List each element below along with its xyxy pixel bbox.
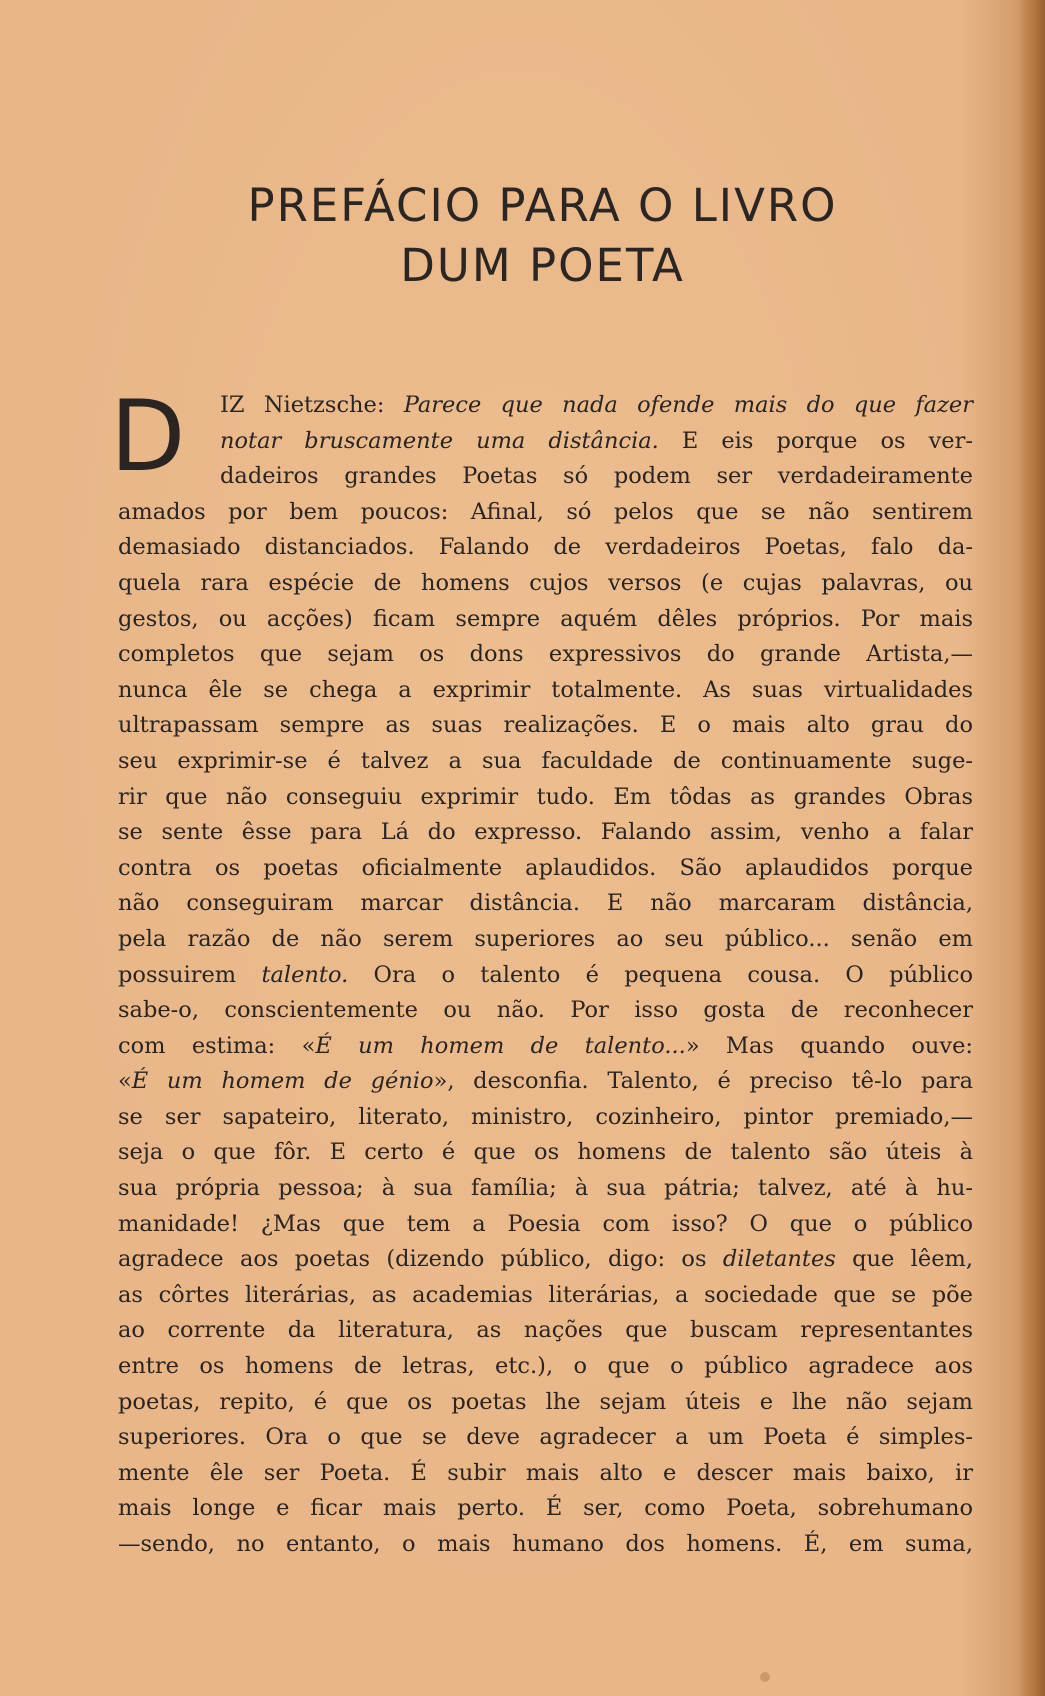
text-line: pela razão de não serem superiores ao seu público... senão em [118,925,973,952]
text-line: quela rara espécie de homens cujos versos (e cujas palavras, ou [118,569,973,596]
text-line: amados por bem poucos: Afinal, só pelos que se não sentirem [118,498,973,525]
text-line: —sendo, no entanto, o mais humano dos homens. É, em suma, [118,1531,973,1557]
text-line: superiores. Ora o que se deve agradecer a um Poeta é simples- [118,1424,973,1451]
text-line: agradece aos poetas (dizendo público, digo: os diletantes que lêem, [118,1246,973,1273]
body-text [118,388,973,1563]
text-line: mente êle ser Poeta. É subir mais alto e descer mais baixo, ir [118,1459,973,1486]
page-title-line-1: PREFÁCIO PARA O LIVRO [247,179,838,232]
text-line: se ser sapateiro, literato, ministro, cozinheiro, pintor premiado,— [118,1103,973,1130]
text-line: notar bruscamente uma distância. E eis porque os ver- [220,427,973,454]
text-line: se sente êsse para Lá do expresso. Falando assim, venho a falar [118,819,973,846]
text-line: possuirem talento. Ora o talento é pequena cousa. O público [118,961,973,988]
text-line: completos que sejam os dons expressivos do grande Artista,— [118,641,973,668]
text-line: seu exprimir-se é talvez a sua faculdade de continuamente suge- [118,747,973,774]
paper-smudge [760,1672,770,1682]
text-line: sua própria pessoa; à sua família; à sua pátria; talvez, até à hu- [118,1175,973,1202]
text-line: nunca êle se chega a exprimir totalmente. As suas virtualidades [118,676,973,703]
text-line: gestos, ou acções) ficam sempre aquém dêles próprios. Por mais [118,605,973,632]
text-line: manidade! ¿Mas que tem a Poesia com isso? O que o público [118,1210,973,1237]
text-line: ao corrente da literatura, as nações que buscam representantes [118,1317,973,1344]
text-line: sabe-o, conscientemente ou não. Por isso gosta de reconhecer [118,997,973,1024]
text-line: IZ Nietzsche: Parece que nada ofende mais do que fazer [220,392,973,418]
text-line: ultrapassam sempre as suas realizações. E o mais alto grau do [118,712,973,739]
text-line: poetas, repito, é que os poetas lhe sejam úteis e lhe não sejam [118,1388,973,1415]
text-line: dadeiros grandes Poetas só podem ser verdadeiramente [220,463,973,490]
text-line: demasiado distanciados. Falando de verdadeiros Poetas, falo da- [118,534,973,561]
text-line: contra os poetas oficialmente aplaudidos. São aplaudidos porque [118,854,973,881]
text-line: mais longe e ficar mais perto. É ser, como Poeta, sobrehumano [118,1495,973,1522]
text-line: «É um homem de génio», desconfia. Talento, é preciso tê-lo para [118,1068,973,1095]
text-line: seja o que fôr. E certo é que os homens de talento são úteis à [118,1139,973,1166]
drop-cap: D [110,380,186,494]
text-line: entre os homens de letras, etc.), o que o público agradece aos [118,1353,973,1380]
text-line: com estima: «É um homem de talento...» Mas quando ouve: [118,1032,973,1059]
page-title-line-2: DUM POETA [400,239,685,292]
text-line: rir que não conseguiu exprimir tudo. Em tôdas as grandes Obras [118,783,973,810]
text-line: não conseguiram marcar distância. E não marcaram distância, [118,890,973,917]
text-line: as côrtes literárias, as academias literárias, a sociedade que se põe [118,1281,973,1308]
